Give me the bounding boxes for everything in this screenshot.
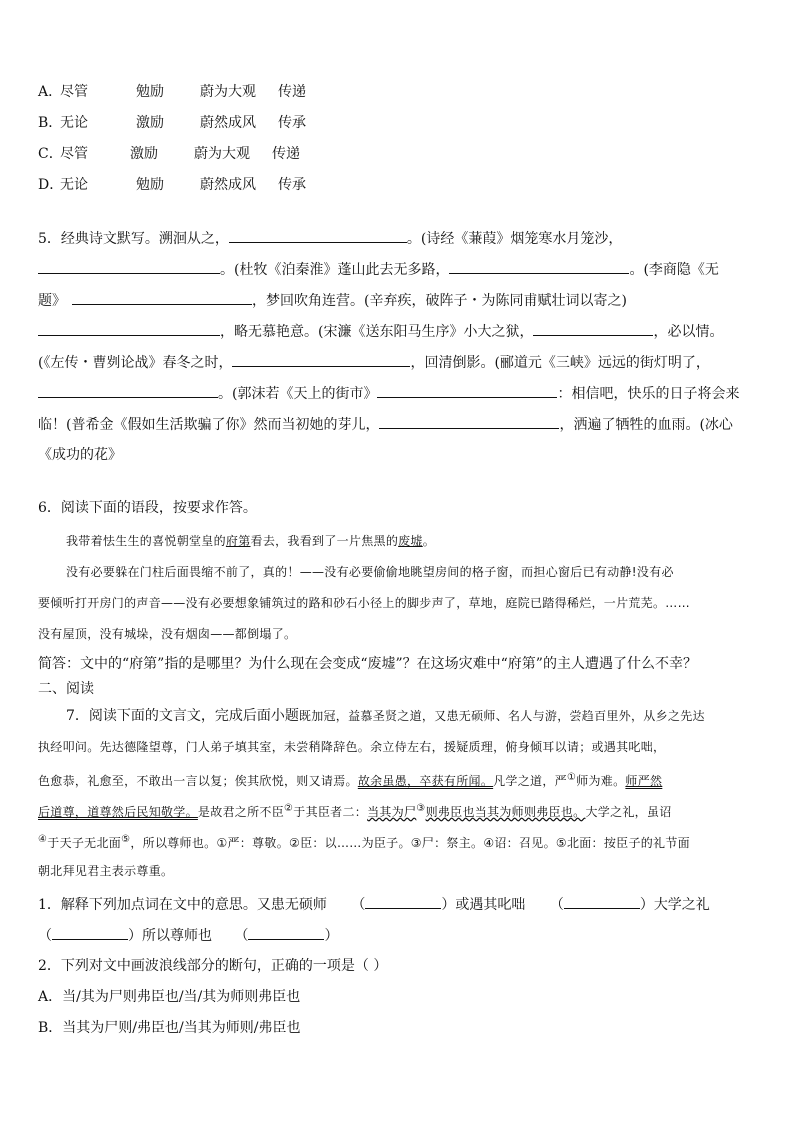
option-key: D．: [38, 177, 64, 193]
answer-paren: （ ）: [38, 925, 142, 946]
q7-passage: 是故君之所不臣: [197, 805, 285, 819]
q7-passage: 既加冠，益慕圣贤之道，又患无硕师、名人与游，尝趋百里外，从乡之先达: [298, 709, 705, 723]
passage-text: 看去，我看到了一片焦黑的: [250, 534, 399, 548]
q7-passage: 于其臣者二：: [293, 805, 368, 819]
option-word: 尽管: [60, 146, 88, 162]
q5-line-1: [38, 228, 622, 249]
option-d: [38, 175, 306, 195]
option-word: 传递: [278, 84, 306, 100]
q7-passage: 于天子无北面: [47, 836, 122, 850]
q7-passage: 师为难。: [576, 774, 626, 788]
q7-underlined-sentence: 师严然: [625, 774, 663, 788]
q5-text: ，略无慕艳意。(宋濂《送东阳马生序》小大之狱，: [220, 324, 534, 340]
option-word: 勉励: [136, 177, 164, 193]
sub1-text: 大学之礼: [653, 897, 710, 913]
option-word: 蔚为大观: [194, 146, 250, 162]
option-word: 激励: [136, 115, 164, 131]
footnote-marker: ①: [566, 772, 577, 783]
q7-line-2: 执经叩问。先达德隆望尊，门人弟子填其室，未尝稍降辞色。余立侍左右，援疑质理，俯身倾耳以请；或遇其叱咄，: [38, 740, 666, 754]
option-word: 传递: [272, 146, 300, 162]
q5-text: 。(李商隐《无: [629, 262, 719, 278]
q7-line-5: [38, 830, 690, 853]
q5-text: ：相信吧，快乐的日子将会来: [557, 386, 740, 402]
q5-text: (《左传・曹刿论战》春冬之时，: [38, 355, 233, 371]
answer-blank[interactable]: [533, 321, 653, 336]
q7-footnotes: ①严：尊敬。②臣：以……为臣子。③尸：祭主。④诏：召见。⑤北面：按臣子的礼节面: [216, 836, 690, 850]
answer-blank[interactable]: [38, 383, 218, 398]
option-key: A．: [38, 84, 63, 100]
q5-line-4: [38, 321, 723, 342]
q7-text: 7．阅读下面的文言文，完成后面小题: [66, 708, 299, 724]
q7-underlined-sentence: 故余虽愚，卒获有所闻。: [357, 774, 494, 788]
sub2-option-a: A．当/其为尸则弗臣也/当/其为师则弗臣也: [38, 989, 301, 1005]
answer-blank[interactable]: [38, 321, 220, 336]
footnote-marker: ④: [38, 834, 48, 845]
q7-line-4: [38, 799, 672, 822]
q5-text: 题》: [38, 293, 66, 309]
q7-wavy-segment: 则弗臣也当其为师则弗臣也。: [425, 805, 586, 819]
q5-text: ，洒遍了牺牲的血雨。(冰心: [559, 417, 733, 433]
q7-passage: 色愈恭，礼愈至，不敢出一言以复；俟其欣悦，则又请焉。: [38, 774, 358, 788]
passage-text: 我带着怯生生的喜悦朝堂皇的: [66, 534, 226, 548]
option-key: B．: [38, 115, 63, 131]
q7-underlined-sentence: 后道尊，道尊然后民知敬学。: [38, 805, 198, 819]
option-word: 尽管: [60, 84, 88, 100]
option-word: 蔚为大观: [200, 84, 256, 100]
answer-blank[interactable]: [38, 259, 220, 274]
q6-title: 6．阅读下面的语段，按要求作答。: [38, 500, 257, 516]
option-c: [38, 144, 300, 164]
q7-passage: 大学之礼，虽诏: [585, 805, 672, 819]
answer-blank[interactable]: [377, 383, 557, 398]
option-word: 激励: [130, 146, 158, 162]
q5-text: 。(诗经《蒹葭》烟笼寒水月笼沙，: [406, 231, 623, 247]
q6-question: 简答：文中的“府第”指的是哪里？为什么现在会变成“废墟”？在这场灾难中“府第”的主人遭遇了什么不幸？: [38, 656, 697, 672]
passage-underlined-word: 废墟: [398, 534, 423, 548]
passage-text: 。: [422, 534, 436, 548]
q5-line-3: [38, 290, 627, 311]
q7-passage: ，所以尊师也。: [130, 836, 217, 850]
option-b: [38, 113, 306, 133]
answer-paren: （ ）: [550, 894, 654, 915]
q5-text: ，必以情。: [653, 324, 724, 340]
q5-line-7: [38, 414, 733, 435]
q6-passage-line-4: 没有屋顶，没有城垛，没有烟囱——都倒塌了。: [38, 627, 297, 641]
q5-text: 。(杜牧《泊秦淮》蓬山此去无多路，: [220, 262, 450, 278]
q7-passage: 凡学之道，严: [493, 774, 567, 788]
q7-line-6: 朝北拜见君主表示尊重。: [38, 864, 174, 878]
q6-passage-line-2: 没有必要躲在门柱后面畏缩不前了，真的！——没有必要偷偷地眺望房间的格子窗，而担心窗后已有动静!没有必: [66, 565, 674, 579]
option-word: 无论: [60, 177, 88, 193]
answer-blank[interactable]: [365, 894, 441, 909]
q5-line-2: [38, 259, 719, 280]
option-word: 传承: [278, 177, 306, 193]
q5-text: ，梦回吹角连营。(辛弃疾，破阵子・为陈同甫赋壮词以寄之): [252, 293, 627, 309]
q6-passage-line-3: 要倾听打开房门的声音——没有必要想象铺筑过的路和砂石小径上的脚步声了，草地，庭院已踏得稀烂，一片荒芜。……: [38, 596, 690, 610]
q5-line-8: [38, 445, 122, 465]
q7-wavy-segment: 当其为尸: [367, 805, 417, 819]
sub2-option-b: B．当其为尸则/弗臣也/当其为师则/弗臣也: [38, 1020, 301, 1036]
passage-underlined-word: 府第: [225, 534, 251, 548]
sub1-line-1: [38, 894, 710, 915]
option-word: 传承: [278, 115, 306, 131]
answer-blank[interactable]: [564, 894, 640, 909]
footnote-marker: ②: [284, 803, 294, 814]
option-word: 勉励: [136, 84, 164, 100]
sub1-text: 或遇其叱咄: [455, 897, 526, 913]
q5-line-6: [38, 383, 739, 404]
q7-line-1: [66, 706, 705, 726]
sub2-title: 2．下列对文中画波浪线部分的断句，正确的一项是（ ）: [38, 958, 388, 974]
answer-blank[interactable]: [379, 414, 559, 429]
option-word: 蔚然成风: [200, 115, 256, 131]
option-a: [38, 82, 306, 102]
q7-line-3: [38, 768, 662, 791]
footnote-marker: ③: [416, 803, 426, 814]
answer-paren: （ ）: [234, 925, 338, 946]
q5-text: 临！(普希金《假如生活欺骗了你》然而当初她的芽儿，: [38, 417, 380, 433]
q5-text: ，回清倒影。(郦道元《三峡》远远的街灯明了，: [410, 355, 710, 371]
q5-text: 。(郭沫若《天上的街市》: [218, 386, 378, 402]
option-word: 无论: [60, 115, 88, 131]
answer-blank[interactable]: [229, 228, 407, 243]
answer-blank[interactable]: [52, 925, 128, 940]
section-heading: 二、阅读: [38, 681, 94, 697]
answer-blank[interactable]: [248, 925, 324, 940]
sub1-text: 1．解释下列加点词在文中的意思。又患无硕师: [38, 897, 327, 913]
answer-paren: （ ）: [351, 894, 455, 915]
option-key: C．: [38, 146, 63, 162]
q5-text: 《成功的花》: [38, 447, 122, 463]
answer-blank[interactable]: [449, 259, 629, 274]
answer-blank[interactable]: [232, 352, 410, 367]
q5-text: 5．经典诗文默写。溯洄从之，: [38, 231, 229, 247]
answer-blank[interactable]: [72, 290, 252, 305]
sub1-line-2: [38, 925, 338, 946]
sub1-text: 所以尊师也: [142, 928, 212, 944]
q5-line-5: [38, 352, 710, 373]
q6-passage-line-1: [66, 531, 435, 551]
option-word: 蔚然成风: [200, 177, 256, 193]
footnote-marker: ⑤: [121, 834, 131, 845]
